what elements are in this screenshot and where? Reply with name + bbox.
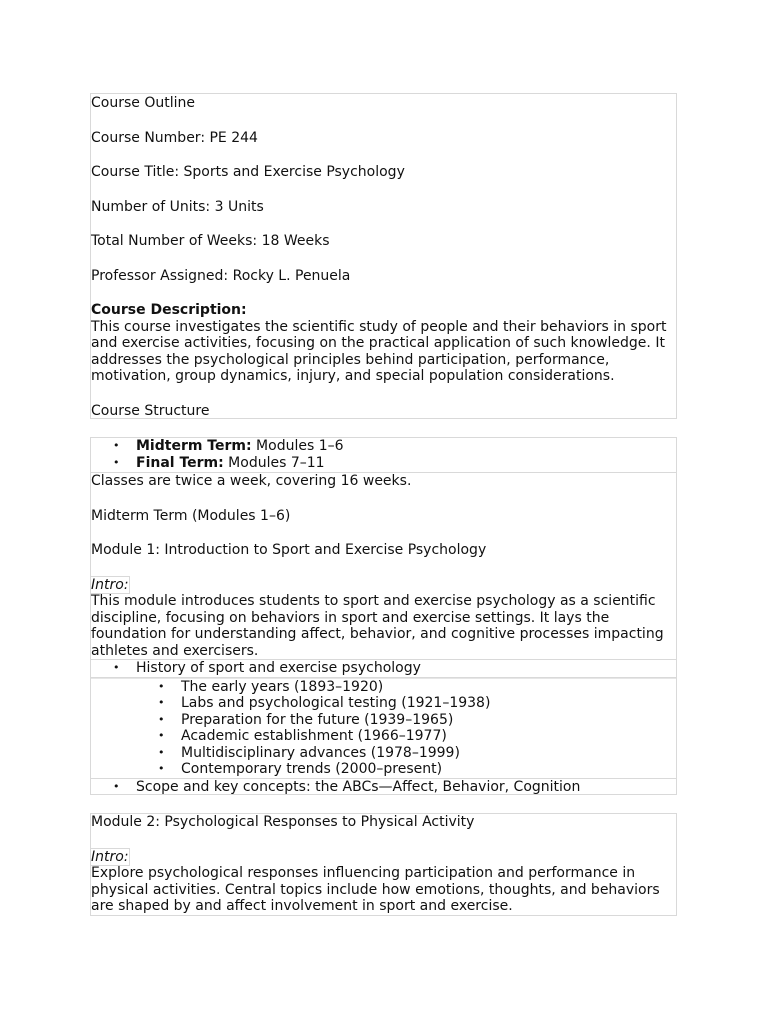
list-item-scope: • Scope and key concepts: the ABCs—Affect, Behavior, Cognition (91, 778, 676, 796)
module-1-scope (91, 778, 676, 796)
course-number: Course Number: PE 244 (91, 129, 258, 146)
list-item-early-years: • The early years (1893–1920) (91, 679, 676, 696)
course-title: Course Title: Sports and Exercise Psychology (91, 164, 405, 180)
module-1-intro-label: Intro: (91, 576, 129, 593)
course-structure-heading: Course Structure (91, 402, 210, 419)
history-subtopics (91, 678, 676, 778)
list-item-history: • History of sport and exercise psychology (91, 659, 676, 678)
list-item-multidisciplinary: • Multidisciplinary advances (1978–1999) (91, 745, 676, 762)
course-outline-block (90, 93, 677, 419)
list-item-midterm: • Midterm Term: Modules 1–6 (91, 438, 676, 455)
module-1-title: Module 1: Introduction to Sport and Exercise Psychology (91, 542, 487, 558)
module-1-block (90, 473, 677, 795)
midterm-term-heading: Midterm Term (Modules 1–6) (91, 507, 291, 524)
term-list (91, 438, 676, 471)
class-schedule: Classes are twice a week, covering 16 weeks. (91, 473, 412, 489)
module-2-title: Module 2: Psychological Responses to Physical Activity (91, 814, 475, 830)
module-1-intro-text: This module introduces students to sport and exercise psychology as a scientific discipline, focusing on behaviors in sport and exercise settings. It lays the foundation for understanding affect, behavior, and cognitive processes impacting athletes and exercisers. (91, 593, 664, 659)
module-2-intro-text: Explore psychological responses influencing participation and performance in physical activities. Central topics include how emotions, thoughts, and behaviors are shaped by and affect involvement in sport and exercise. (91, 865, 660, 914)
professor-assigned: Professor Assigned: Rocky L. Penuela (91, 267, 351, 284)
list-item-preparation: • Preparation for the future (1939–1965) (91, 712, 676, 729)
module-1-topics (91, 659, 676, 678)
list-item-contemporary: • Contemporary trends (2000–present) (91, 761, 676, 778)
list-item-academic: • Academic establishment (1966–1977) (91, 728, 676, 745)
course-description-label: Course Description: (91, 302, 247, 318)
total-weeks: Total Number of Weeks: 18 Weeks (91, 233, 330, 249)
number-of-units: Number of Units: 3 Units (91, 198, 264, 215)
list-item-labs-testing: • Labs and psychological testing (1921–1938) (91, 695, 676, 712)
course-outline-heading: Course Outline (91, 95, 195, 111)
module-2-intro-label: Intro: (91, 848, 129, 865)
course-description-text: This course investigates the scientific study of people and their behaviors in sport and exercise activities, focusing on the practical application of such knowledge. It addresses the psychological principles behind participation, performance, motivation, group dynamics, injury, and special population considerations. (91, 318, 667, 384)
module-2-block (90, 813, 677, 916)
term-list-block (90, 437, 677, 473)
list-item-final: • Final Term: Modules 7–11 (91, 455, 676, 472)
